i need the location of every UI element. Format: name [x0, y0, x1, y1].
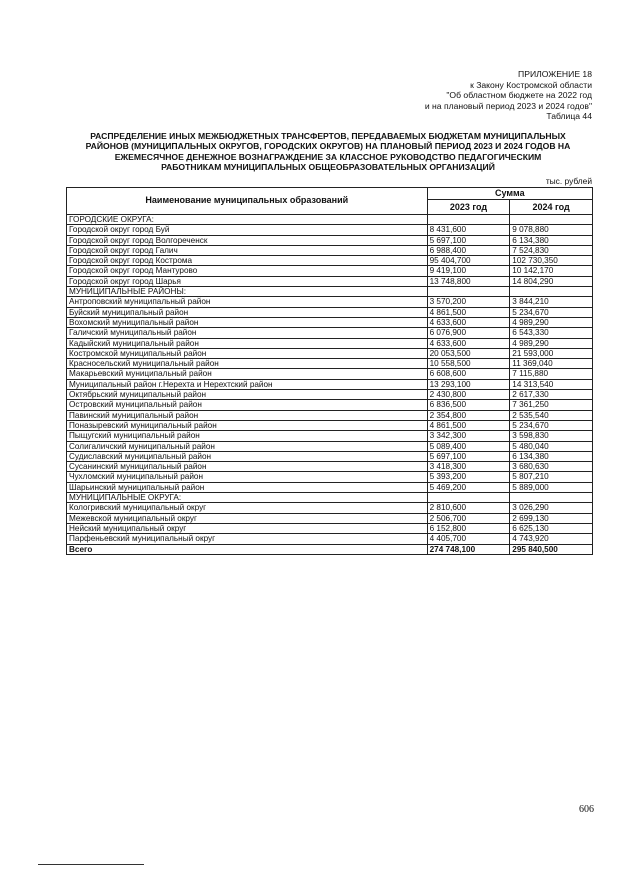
municipality-name-cell: Шарьинский муниципальный район — [67, 482, 428, 492]
value-2023-cell: 4 405,700 — [427, 534, 510, 544]
table-row — [67, 307, 593, 317]
table-row — [67, 493, 593, 503]
title-line: РАСПРЕДЕЛЕНИЕ ИНЫХ МЕЖБЮДЖЕТНЫХ ТРАНСФЕРТОВ, ПЕРЕДАВАЕМЫХ БЮДЖЕТАМ МУНИЦИПАЛЬНЫХ — [90, 131, 566, 141]
table-row — [67, 441, 593, 451]
table-row — [67, 359, 593, 369]
value-2024-cell: 6 543,330 — [510, 328, 593, 338]
municipality-name-cell: Солигаличский муниципальный район — [67, 441, 428, 451]
table-row — [67, 390, 593, 400]
table-row — [67, 338, 593, 348]
table-row — [67, 287, 593, 297]
value-2024-cell: 14 804,290 — [510, 276, 593, 286]
value-2023-cell: 3 342,300 — [427, 431, 510, 441]
table-row — [67, 297, 593, 307]
table-row — [67, 235, 593, 245]
value-2024-cell: 2 699,130 — [510, 513, 593, 523]
value-2024-cell: 6 134,380 — [510, 451, 593, 461]
municipality-name-cell: МУНИЦИПАЛЬНЫЕ ОКРУГА: — [67, 493, 428, 503]
municipality-name-cell: Муниципальный район г.Нерехта и Нерехтский район — [67, 379, 428, 389]
municipality-name-cell: Октябрьский муниципальный район — [67, 390, 428, 400]
municipality-name-cell: Антроповский муниципальный район — [67, 297, 428, 307]
table-row — [67, 420, 593, 430]
municipality-name-cell: Кадыйский муниципальный район — [67, 338, 428, 348]
value-2023-cell: 10 558,500 — [427, 359, 510, 369]
municipality-name-cell: Всего — [67, 544, 428, 554]
header-line: Таблица 44 — [546, 111, 592, 122]
table-row — [67, 276, 593, 286]
value-2023-cell: 9 419,100 — [427, 266, 510, 276]
municipality-name-cell: Павинский муниципальный район — [67, 410, 428, 420]
value-2023-cell: 4 861,500 — [427, 307, 510, 317]
table-row — [67, 215, 593, 225]
municipality-name-cell: Буйский муниципальный район — [67, 307, 428, 317]
municipality-name-cell: Городской округ город Галич — [67, 245, 428, 255]
document-title — [60, 131, 596, 173]
value-2024-cell: 9 078,880 — [510, 225, 593, 235]
table-row — [67, 400, 593, 410]
value-2023-cell — [427, 215, 510, 225]
municipality-name-cell: Чухломский муниципальный район — [67, 472, 428, 482]
value-2023-cell: 5 469,200 — [427, 482, 510, 492]
value-2024-cell: 5 234,670 — [510, 307, 593, 317]
municipality-name-cell: МУНИЦИПАЛЬНЫЕ РАЙОНЫ: — [67, 287, 428, 297]
header-line: и на плановый период 2023 и 2024 годов" — [424, 100, 592, 111]
value-2024-cell: 3 844,210 — [510, 297, 593, 307]
value-2024-cell — [510, 215, 593, 225]
value-2023-cell: 5 697,100 — [427, 235, 510, 245]
municipality-name-cell: Межевской муниципальный округ — [67, 513, 428, 523]
title-line: РАЙОНОВ (МУНИЦИПАЛЬНЫХ ОКРУГОВ, ГОРОДСКИХ ОКРУГОВ) НА ПЛАНОВЫЙ ПЕРИОД 2023 И 2024 ГОДОВ НА — [85, 141, 571, 152]
value-2023-cell: 95 404,700 — [427, 256, 510, 266]
table-row — [67, 266, 593, 276]
municipality-name-cell: Красносельский муниципальный район — [67, 359, 428, 369]
value-2023-cell: 6 076,900 — [427, 328, 510, 338]
value-2023-cell: 13 293,100 — [427, 379, 510, 389]
municipality-name-cell: ГОРОДСКИЕ ОКРУГА: — [67, 215, 428, 225]
municipality-name-cell: Судиславский муниципальный район — [67, 451, 428, 461]
value-2024-cell: 3 598,830 — [510, 431, 593, 441]
value-2023-cell: 8 431,600 — [427, 225, 510, 235]
municipality-name-cell: Парфеньевский муниципальный округ — [67, 534, 428, 544]
value-2024-cell: 2 617,330 — [510, 390, 593, 400]
table-row — [67, 379, 593, 389]
page-number: 606 — [579, 804, 594, 815]
table-row — [67, 431, 593, 441]
table-body — [67, 215, 593, 555]
municipality-name-cell: Галичский муниципальный район — [67, 328, 428, 338]
value-2024-cell — [510, 287, 593, 297]
column-header-2024: 2024 год — [510, 200, 593, 215]
value-2024-cell: 2 535,540 — [510, 410, 593, 420]
value-2024-cell: 11 369,040 — [510, 359, 593, 369]
municipality-name-cell: Нейский муниципальный округ — [67, 523, 428, 533]
municipality-name-cell: Городской округ город Шарья — [67, 276, 428, 286]
municipality-name-cell: Сусанинский муниципальный район — [67, 462, 428, 472]
column-header-name: Наименование муниципальных образований — [67, 188, 428, 215]
value-2024-cell: 4 989,290 — [510, 338, 593, 348]
value-2023-cell: 2 430,800 — [427, 390, 510, 400]
value-2023-cell: 3 570,200 — [427, 297, 510, 307]
table-row — [67, 462, 593, 472]
value-2023-cell: 2 506,700 — [427, 513, 510, 523]
table-row — [67, 225, 593, 235]
table-row — [67, 369, 593, 379]
value-2023-cell: 274 748,100 — [427, 544, 510, 554]
appendix-header — [425, 69, 592, 122]
value-2024-cell: 3 680,630 — [510, 462, 593, 472]
value-2023-cell: 5 393,200 — [427, 472, 510, 482]
title-line: ЕЖЕМЕСЯЧНОЕ ДЕНЕЖНОЕ ВОЗНАГРАЖДЕНИЕ ЗА КЛАССНОЕ РУКОВОДСТВО ПЕДАГОГИЧЕСКИМ — [114, 151, 542, 162]
value-2024-cell: 5 234,670 — [510, 420, 593, 430]
municipality-name-cell: Городской округ город Буй — [67, 225, 428, 235]
value-2023-cell: 4 861,500 — [427, 420, 510, 430]
value-2023-cell: 20 053,500 — [427, 348, 510, 358]
value-2024-cell: 7 524,830 — [510, 245, 593, 255]
column-header-sum: Сумма — [427, 188, 592, 200]
header-line: "Об областном бюджете на 2022 год — [446, 90, 592, 101]
footer-divider — [38, 864, 144, 865]
value-2024-cell: 4 989,290 — [510, 317, 593, 327]
table-row — [67, 451, 593, 461]
value-2023-cell: 5 089,400 — [427, 441, 510, 451]
units-label: тыс. рублей — [545, 176, 592, 186]
value-2024-cell: 5 807,210 — [510, 472, 593, 482]
municipality-name-cell: Костромской муниципальный район — [67, 348, 428, 358]
value-2024-cell: 5 889,000 — [510, 482, 593, 492]
value-2023-cell — [427, 493, 510, 503]
municipality-name-cell: Городской округ город Волгореченск — [67, 235, 428, 245]
municipality-name-cell: Городской округ город Мантурово — [67, 266, 428, 276]
value-2023-cell: 3 418,300 — [427, 462, 510, 472]
value-2023-cell: 6 152,800 — [427, 523, 510, 533]
column-header-2023: 2023 год — [427, 200, 510, 215]
header-line: к Закону Костромской области — [470, 79, 592, 90]
value-2023-cell: 13 748,800 — [427, 276, 510, 286]
value-2023-cell: 2 810,600 — [427, 503, 510, 513]
value-2024-cell: 4 743,920 — [510, 534, 593, 544]
municipality-name-cell: Макарьевский муниципальный район — [67, 369, 428, 379]
table-row — [67, 245, 593, 255]
municipality-name-cell: Островский муниципальный район — [67, 400, 428, 410]
value-2024-cell: 102 730,350 — [510, 256, 593, 266]
municipality-name-cell: Вохомский муниципальный район — [67, 317, 428, 327]
value-2023-cell: 6 988,400 — [427, 245, 510, 255]
table-row — [67, 534, 593, 544]
table-row — [67, 523, 593, 533]
value-2024-cell: 10 142,170 — [510, 266, 593, 276]
value-2024-cell: 5 480,040 — [510, 441, 593, 451]
transfers-table — [66, 187, 593, 555]
table-row — [67, 348, 593, 358]
table-row — [67, 482, 593, 492]
table-row — [67, 503, 593, 513]
value-2024-cell: 7 115,880 — [510, 369, 593, 379]
value-2024-cell: 14 313,540 — [510, 379, 593, 389]
total-row — [67, 544, 593, 554]
table-row — [67, 513, 593, 523]
table-row — [67, 256, 593, 266]
municipality-name-cell: Городской округ город Кострома — [67, 256, 428, 266]
value-2023-cell: 4 633,600 — [427, 338, 510, 348]
header-line: ПРИЛОЖЕНИЕ 18 — [518, 69, 592, 79]
value-2024-cell: 21 593,000 — [510, 348, 593, 358]
value-2024-cell — [510, 493, 593, 503]
table-row — [67, 472, 593, 482]
table-row — [67, 328, 593, 338]
value-2023-cell: 6 836,500 — [427, 400, 510, 410]
value-2023-cell: 5 697,100 — [427, 451, 510, 461]
municipality-name-cell: Кологривский муниципальный округ — [67, 503, 428, 513]
value-2024-cell: 6 134,380 — [510, 235, 593, 245]
value-2024-cell: 295 840,500 — [510, 544, 593, 554]
value-2023-cell: 2 354,800 — [427, 410, 510, 420]
table-row — [67, 317, 593, 327]
municipality-name-cell: Пыщугский муниципальный район — [67, 431, 428, 441]
value-2024-cell: 6 625,130 — [510, 523, 593, 533]
title-line: РАБОТНИКАМ МУНИЦИПАЛЬНЫХ ОБЩЕОБРАЗОВАТЕЛЬНЫХ ОРГАНИЗАЦИЙ — [161, 162, 495, 173]
value-2023-cell: 4 633,600 — [427, 317, 510, 327]
table-row — [67, 410, 593, 420]
value-2023-cell — [427, 287, 510, 297]
value-2023-cell: 6 608,600 — [427, 369, 510, 379]
municipality-name-cell: Поназыревский муниципальный район — [67, 420, 428, 430]
value-2024-cell: 3 026,290 — [510, 503, 593, 513]
value-2024-cell: 7 361,250 — [510, 400, 593, 410]
